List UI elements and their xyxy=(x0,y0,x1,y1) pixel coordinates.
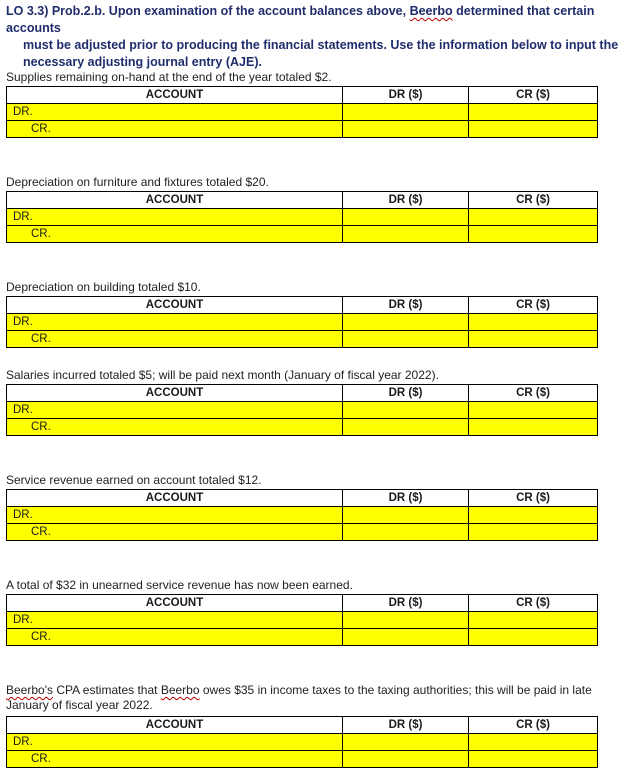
entry-2-prompt: Depreciation on furniture and fixtures totaled $20. xyxy=(6,175,269,189)
cr-header: CR ($) xyxy=(469,192,598,209)
entry-6-prompt: A total of $32 in unearned service revenue has now been earned. xyxy=(6,578,353,592)
entry-2-credit-debit-cell[interactable] xyxy=(343,226,469,243)
entry-5-prompt: Service revenue earned on account totaled $12. xyxy=(6,473,262,487)
entry-2-debit-amount[interactable] xyxy=(343,209,469,226)
header-line-2: must be adjusted prior to producing the financial statements. Use the information below to input the xyxy=(23,38,619,52)
entry-4-credit-account[interactable]: CR. xyxy=(7,419,343,436)
entry-1-debit-credit-cell[interactable] xyxy=(469,104,598,121)
cr-header: CR ($) xyxy=(469,297,598,314)
entry-1-credit-amount[interactable] xyxy=(469,121,598,138)
entry-7-debit-amount[interactable] xyxy=(343,734,469,751)
entry-6-table xyxy=(6,594,598,646)
account-header: ACCOUNT xyxy=(7,385,343,402)
entry-7-prompt-line-2: January of fiscal year 2022. xyxy=(6,698,153,712)
account-header: ACCOUNT xyxy=(7,595,343,612)
entry-6-debit-account[interactable]: DR. xyxy=(7,612,343,629)
entry-7-debit-credit-cell[interactable] xyxy=(469,734,598,751)
entry-3-table xyxy=(6,296,598,348)
entry-4-table xyxy=(6,384,598,436)
entry-6-debit-credit-cell[interactable] xyxy=(469,612,598,629)
account-header: ACCOUNT xyxy=(7,490,343,507)
entry-4-credit-debit-cell[interactable] xyxy=(343,419,469,436)
entry-1-debit-amount[interactable] xyxy=(343,104,469,121)
entry-4-debit-account[interactable]: DR. xyxy=(7,402,343,419)
company-name-possessive: Beerbo's xyxy=(6,683,53,697)
company-name: Beerbo xyxy=(160,683,200,697)
problem-header xyxy=(6,3,630,71)
entry-4-prompt: Salaries incurred totaled $5; will be paid next month (January of fiscal year 2022). xyxy=(6,368,439,382)
entry-7-table xyxy=(6,716,598,768)
entry-7-credit-debit-cell[interactable] xyxy=(343,751,469,768)
header-line-1: LO 3.3) Prob.2.b. Upon examination of the account balances above, Beerbo determined that certain accounts xyxy=(6,4,595,35)
entry-3-credit-amount[interactable] xyxy=(469,331,598,348)
dr-header: DR ($) xyxy=(343,385,469,402)
entry-6-credit-account[interactable]: CR. xyxy=(7,629,343,646)
entry-2-debit-credit-cell[interactable] xyxy=(469,209,598,226)
account-header: ACCOUNT xyxy=(7,717,343,734)
entry-3-prompt: Depreciation on building totaled $10. xyxy=(6,280,201,294)
entry-6-credit-debit-cell[interactable] xyxy=(343,629,469,646)
entry-2-debit-account[interactable]: DR. xyxy=(7,209,343,226)
entry-3-debit-amount[interactable] xyxy=(343,314,469,331)
entry-3-debit-credit-cell[interactable] xyxy=(469,314,598,331)
entry-5-debit-credit-cell[interactable] xyxy=(469,507,598,524)
entry-7-credit-account[interactable]: CR. xyxy=(7,751,343,768)
entry-4-debit-credit-cell[interactable] xyxy=(469,402,598,419)
entry-7-credit-amount[interactable] xyxy=(469,751,598,768)
entry-1-debit-account[interactable]: DR. xyxy=(7,104,343,121)
entry-4-debit-amount[interactable] xyxy=(343,402,469,419)
cr-header: CR ($) xyxy=(469,595,598,612)
dr-header: DR ($) xyxy=(343,297,469,314)
entry-3-credit-account[interactable]: CR. xyxy=(7,331,343,348)
entry-5-debit-amount[interactable] xyxy=(343,507,469,524)
entry-2-credit-amount[interactable] xyxy=(469,226,598,243)
dr-header: DR ($) xyxy=(343,87,469,104)
entry-5-debit-account[interactable]: DR. xyxy=(7,507,343,524)
entry-1-table xyxy=(6,86,598,138)
entry-1-credit-account[interactable]: CR. xyxy=(7,121,343,138)
entry-5-credit-amount[interactable] xyxy=(469,524,598,541)
company-name: Beerbo xyxy=(409,4,453,18)
cr-header: CR ($) xyxy=(469,385,598,402)
entry-2-credit-account[interactable]: CR. xyxy=(7,226,343,243)
entry-2-table xyxy=(6,191,598,243)
account-header: ACCOUNT xyxy=(7,297,343,314)
entry-6-credit-amount[interactable] xyxy=(469,629,598,646)
dr-header: DR ($) xyxy=(343,192,469,209)
cr-header: CR ($) xyxy=(469,490,598,507)
entry-3-debit-account[interactable]: DR. xyxy=(7,314,343,331)
dr-header: DR ($) xyxy=(343,717,469,734)
account-header: ACCOUNT xyxy=(7,87,343,104)
dr-header: DR ($) xyxy=(343,490,469,507)
account-header: ACCOUNT xyxy=(7,192,343,209)
entry-5-table xyxy=(6,489,598,541)
dr-header: DR ($) xyxy=(343,595,469,612)
cr-header: CR ($) xyxy=(469,87,598,104)
entry-3-credit-debit-cell[interactable] xyxy=(343,331,469,348)
entry-4-credit-amount[interactable] xyxy=(469,419,598,436)
entry-5-credit-debit-cell[interactable] xyxy=(343,524,469,541)
entry-1-credit-debit-cell[interactable] xyxy=(343,121,469,138)
entry-7-debit-account[interactable]: DR. xyxy=(7,734,343,751)
entry-5-credit-account[interactable]: CR. xyxy=(7,524,343,541)
entry-1-prompt: Supplies remaining on-hand at the end of the year totaled $2. xyxy=(6,70,332,84)
cr-header: CR ($) xyxy=(469,717,598,734)
header-line-3: necessary adjusting journal entry (AJE). xyxy=(23,55,262,69)
entry-6-debit-amount[interactable] xyxy=(343,612,469,629)
entry-7-prompt: Beerbo's CPA estimates that Beerbo owes $35 in income taxes to the taxing authorities; this will be paid in late January of fiscal year 2022. xyxy=(6,683,592,712)
